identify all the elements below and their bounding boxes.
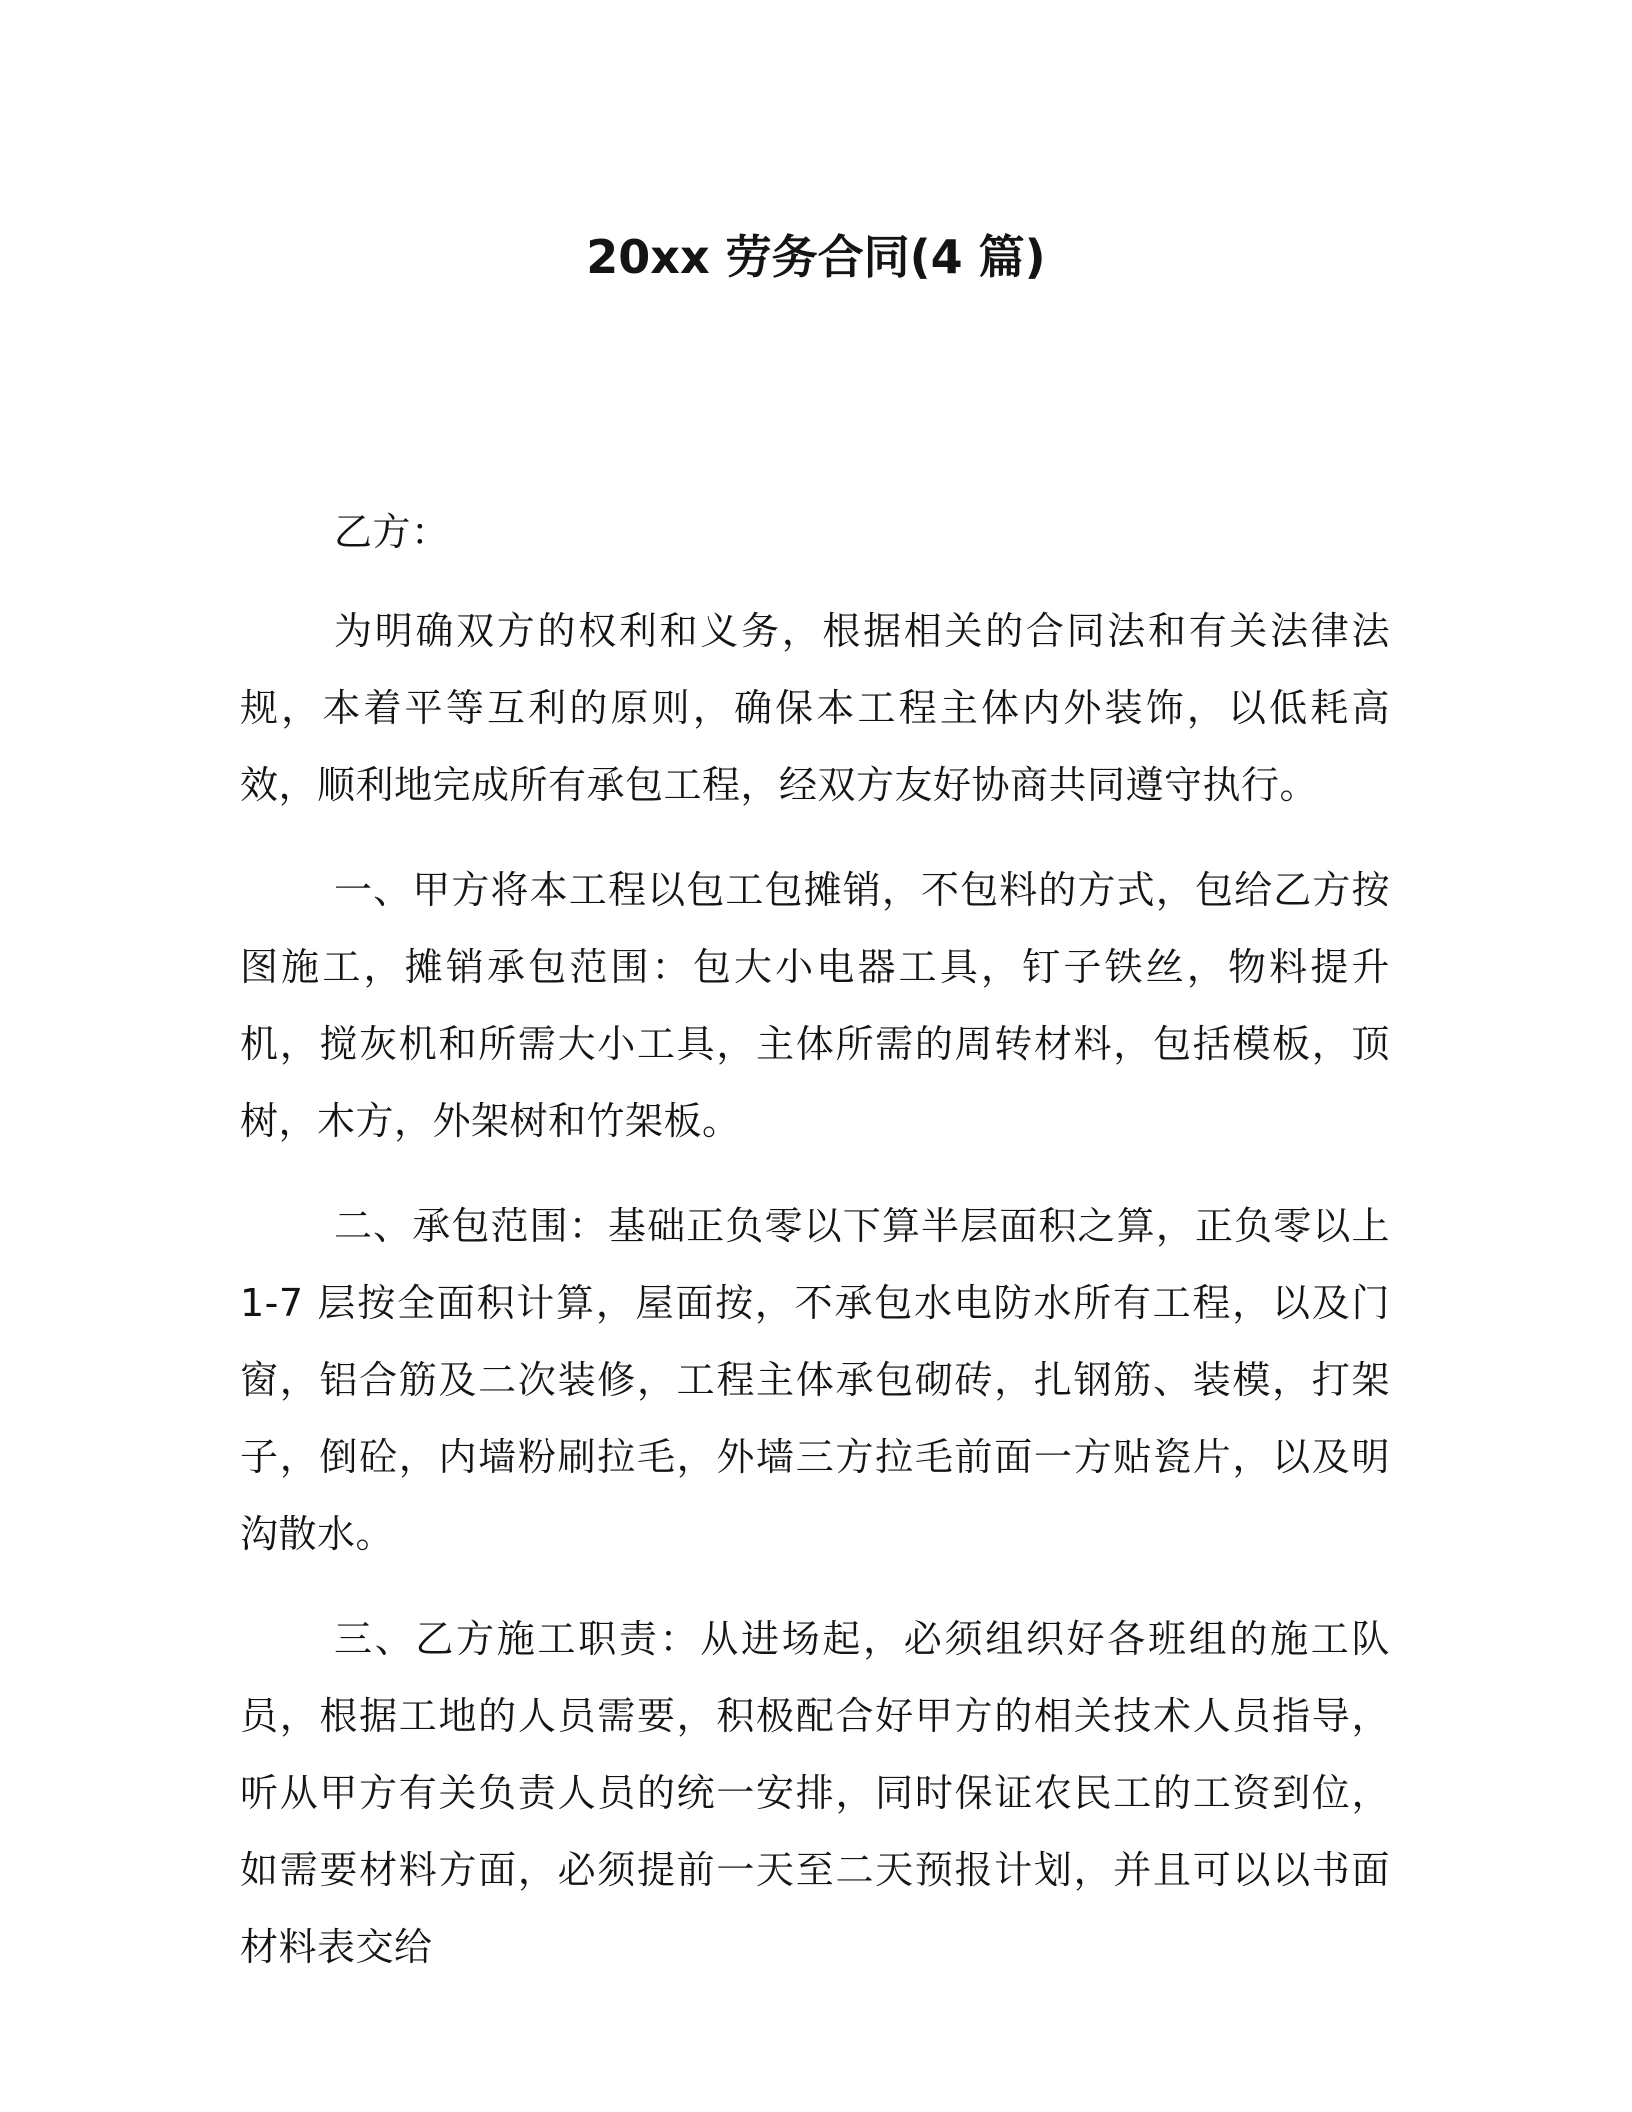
document-title: 20xx 劳务合同(4 篇): [586, 230, 1046, 284]
paragraph-preamble: 为明确双方的权利和义务，根据相关的合同法和有关法律法规，本着平等互利的原则，确保本工程主体内外装饰，以低耗高效，顺利地完成所有承包工程，经双方友好协商共同遵守执行。: [240, 609, 1390, 807]
paragraph-clause-2: 二、承包范围：基础正负零以下算半层面积之算，正负零以上 1-7 层按全面积计算，屋面按，不承包水电防水所有工程，以及门窗，铝合筋及二次装修，工程主体承包砌砖，扎钢筋、装模，打架子，倒砼，内墙粉刷拉毛，外墙三方拉毛前面一方贴瓷片，以及明沟散水。: [240, 1204, 1390, 1556]
document-body: [240, 494, 1390, 2014]
paragraph-clause-3: 三、乙方施工职责：从进场起，必须组织好各班组的施工队员，根据工地的人员需要，积极配合好甲方的相关技术人员指导，听从甲方有关负责人员的统一安排，同时保证农民工的工资到位，如需要材料方面，必须提前一天至二天预报计划，并且可以以书面材料表交给: [240, 1617, 1390, 1969]
paragraph-clause-1: 一、甲方将本工程以包工包摊销，不包料的方式，包给乙方按图施工，摊销承包范围：包大小电器工具，钉子铁丝，物料提升机，搅灰机和所需大小工具，主体所需的周转材料，包括模板，顶树，木方，外架树和竹架板。: [240, 868, 1390, 1143]
paragraph-party-b: 乙方：: [334, 510, 450, 554]
